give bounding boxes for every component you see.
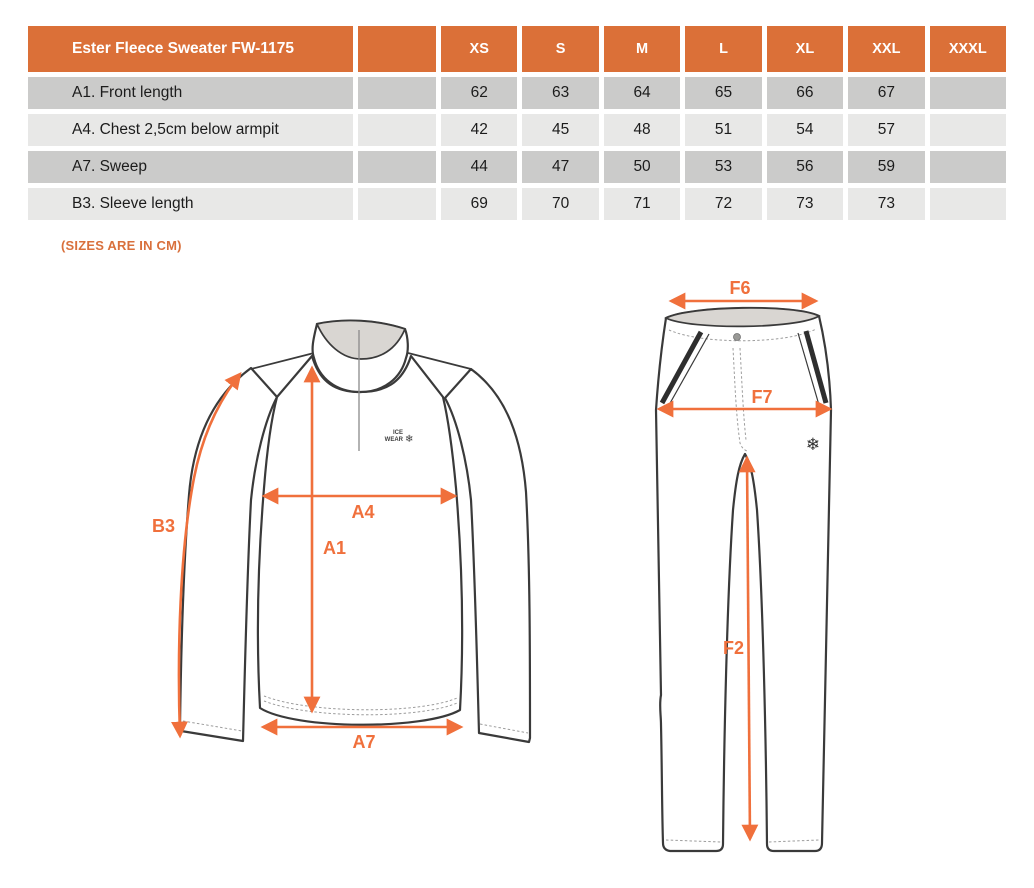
pants-body [656,308,831,851]
table-title: Ester Fleece Sweater FW-1175 [28,26,353,72]
value-cell: 67 [848,77,924,109]
value-cell: 54 [767,114,843,146]
value-cell: 65 [685,77,761,109]
size-col-header-xl: XL [767,26,843,72]
size-col-header-xxxl: XXXL [930,26,1006,72]
value-cell: 51 [685,114,761,146]
value-cell: 73 [767,188,843,220]
sizes-note: (SIZES ARE IN CM) [61,238,182,253]
row-label-front-length: A1. Front length [28,77,353,109]
size-col-header-m: M [604,26,680,72]
row-label-sweep: A7. Sweep [28,151,353,183]
icewear-logo-line2: WEAR [384,437,403,443]
value-cell: 59 [848,151,924,183]
value-cell: 50 [604,151,680,183]
value-cell: 69 [441,188,517,220]
icewear-logo-line1: ICE [392,430,403,436]
size-col-header-l: L [685,26,761,72]
f6-label: F6 [729,278,751,298]
value-cell: 72 [685,188,761,220]
pants-button [734,334,741,341]
measurement-diagrams [0,260,1034,888]
value-cell: 47 [522,151,598,183]
row-spacer [358,151,436,183]
f2-arrow [747,458,750,839]
snowflake-icon: ❄ [405,434,414,445]
value-cell: 57 [848,114,924,146]
value-cell: 64 [604,77,680,109]
a7-label: A7 [352,732,376,752]
value-cell: 63 [522,77,598,109]
size-table [28,26,1006,220]
value-cell: 42 [441,114,517,146]
value-cell: 44 [441,151,517,183]
value-cell: 48 [604,114,680,146]
a1-label: A1 [323,538,347,558]
b3-label: B3 [152,516,176,536]
a4-label: A4 [351,502,375,522]
value-cell [930,114,1006,146]
size-col-header-s: S [522,26,598,72]
value-cell: 66 [767,77,843,109]
value-cell: 62 [441,77,517,109]
table-header-spacer [358,26,436,72]
value-cell [930,188,1006,220]
f7-label: F7 [751,387,773,407]
snowflake-icon: ❄ [805,435,821,454]
value-cell: 71 [604,188,680,220]
f2-label: F2 [722,638,744,658]
value-cell [930,77,1006,109]
sweater-body [258,356,462,725]
value-cell: 45 [522,114,598,146]
row-spacer [358,77,436,109]
sweater-diagram [152,321,530,752]
pants-diagram [656,278,831,851]
size-col-header-xs: XS [441,26,517,72]
value-cell: 73 [848,188,924,220]
value-cell: 53 [685,151,761,183]
row-spacer [358,114,436,146]
row-label-chest: A4. Chest 2,5cm below armpit [28,114,353,146]
value-cell: 56 [767,151,843,183]
size-col-header-xxl: XXL [848,26,924,72]
row-label-sleeve-length: B3. Sleeve length [28,188,353,220]
value-cell [930,151,1006,183]
row-spacer [358,188,436,220]
value-cell: 70 [522,188,598,220]
